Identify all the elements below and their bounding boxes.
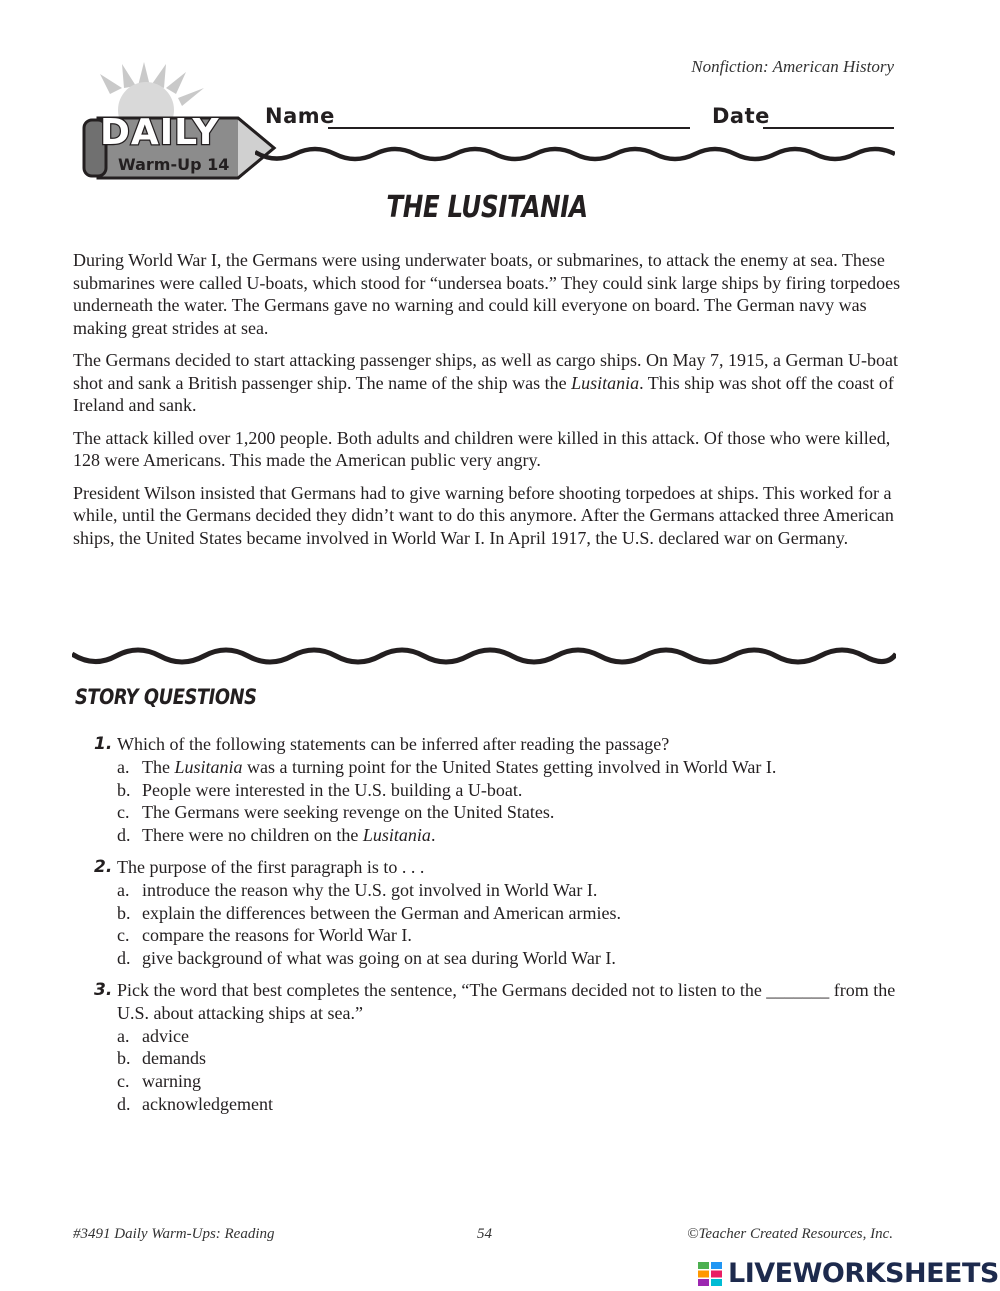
question-text: Which of the following statements can be inferred after reading the passage?	[117, 734, 670, 754]
category-label: Nonfiction: American History	[691, 57, 894, 76]
answer-option[interactable]: d. give background of what was going on at sea during World War I.	[117, 948, 616, 969]
answer-option[interactable]: d. There were no children on the Lusitania.	[117, 825, 436, 846]
passage-paragraph: The attack killed over 1,200 people. Both adults and children were killed in this attack. Of those who were killed, 128 were Americans. This made the American public very angry.	[73, 427, 891, 470]
questions-list	[94, 733, 904, 1125]
question-2	[94, 856, 904, 970]
passage-paragraph: During World War I, the Germans were using underwater boats, or submarines, to attack the enemy at sea. These submarines were called U-boats, which stood for “undersea boats.” They could sink large ships by firing torpedoes underneath the water. The Germans gave no warning and could kill everyone on board. The German navy was making great strides at sea.	[73, 250, 901, 338]
footer-copyright: ©Teacher Created Resources, Inc.	[687, 1226, 893, 1242]
answer-option[interactable]: b. explain the differences between the German and American armies.	[117, 902, 621, 923]
name-label: Name	[265, 104, 335, 128]
name-field[interactable]	[328, 127, 690, 129]
liveworksheets-watermark[interactable]	[698, 1258, 999, 1289]
footer-page-number: 54	[477, 1226, 492, 1242]
answer-option[interactable]: c. The Germans were seeking revenge on the United States.	[117, 802, 555, 823]
passage-paragraph: The Germans decided to start attacking passenger ships, as well as cargo ships. On May 7, 1915, a German U-boat shot and sank a British passenger ship. The name of the ship was the Lusitania. This ship was shot off the coast of Ireland and sank.	[73, 350, 898, 415]
logo-word: DAILY	[100, 112, 220, 153]
answer-option[interactable]: c. warning	[117, 1071, 201, 1092]
daily-warmup-logo	[78, 58, 278, 188]
questions-heading: STORY QUESTIONS	[75, 685, 257, 709]
passage-paragraph: President Wilson insisted that Germans had to give warning before shooting torpedoes at ships. This worked for a while, until the Germans decided they didn’t want to do this anymore. After the Germans attacked three American ships, the United States became involved in World War I. In April 1917, the U.S. declared war on Germany.	[73, 482, 894, 548]
page-title: THE LUSITANIA	[386, 190, 588, 225]
footer-book-title: #3491 Daily Warm-Ups: Reading	[73, 1226, 275, 1242]
wavy-divider-top	[255, 140, 895, 170]
answer-option[interactable]: c. compare the reasons for World War I.	[117, 925, 412, 946]
date-field[interactable]	[763, 127, 894, 129]
answer-option[interactable]: d. acknowledgement	[117, 1093, 273, 1114]
question-number: 2.	[94, 856, 113, 877]
answer-option[interactable]: a. advice	[117, 1025, 189, 1046]
answer-option[interactable]: a. The Lusitania was a turning point for the United States getting involved in World War I.	[117, 756, 777, 777]
answer-option[interactable]: b. demands	[117, 1048, 206, 1069]
ship-name: Lusitania	[571, 372, 640, 393]
reading-passage	[73, 249, 903, 559]
question-1	[94, 733, 904, 847]
question-text: Pick the word that best completes the sentence, “The Germans decided not to listen to the _______ from the U.S. about attacking ships at sea.”	[117, 979, 896, 1023]
liveworksheets-logo-icon	[698, 1262, 722, 1286]
question-number: 1.	[94, 734, 113, 754]
answer-option[interactable]: b. People were interested in the U.S. building a U-boat.	[117, 779, 523, 800]
answer-option[interactable]: a. introduce the reason why the U.S. got involved in World War I.	[117, 879, 598, 900]
liveworksheets-brand-text: LIVEWORKSHEETS	[728, 1258, 999, 1289]
question-3	[94, 979, 904, 1116]
wavy-divider-middle	[72, 640, 896, 672]
question-number: 3.	[94, 979, 113, 1000]
date-label: Date	[712, 104, 770, 128]
question-text: The purpose of the first paragraph is to . . .	[117, 856, 425, 877]
warmup-number: Warm-Up 14	[118, 155, 230, 174]
